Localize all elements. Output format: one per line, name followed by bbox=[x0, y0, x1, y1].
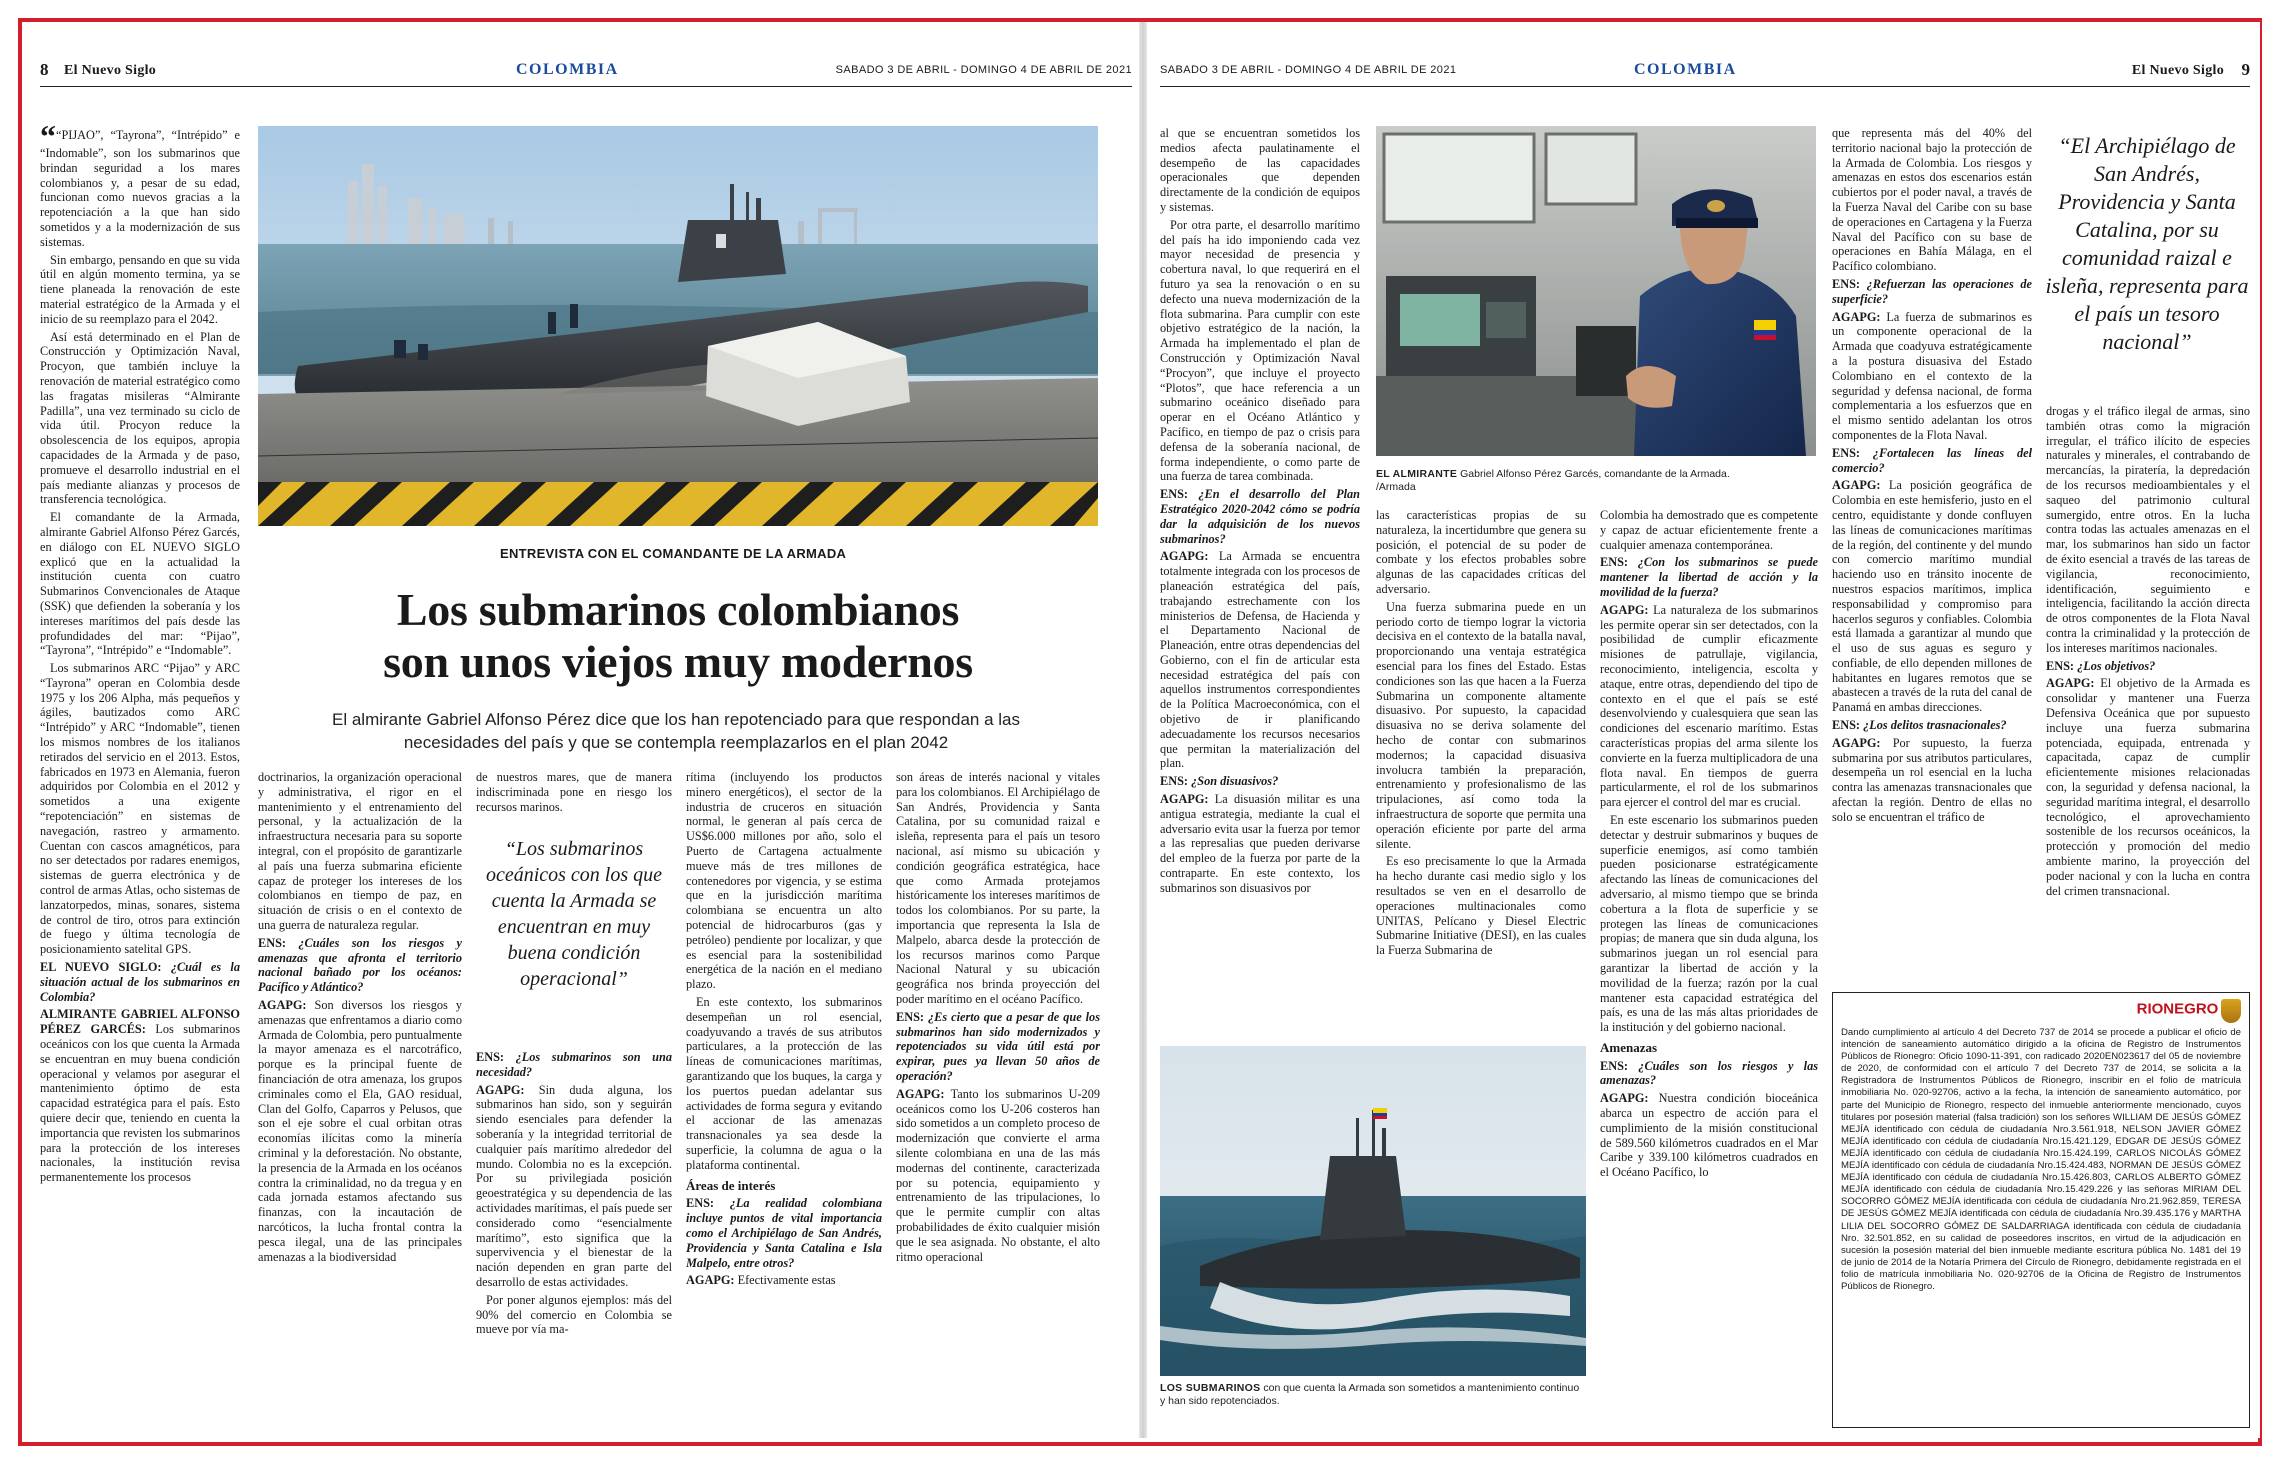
paragraph: El comandante de la Armada, almirante Gabriel Alfonso Pérez Garcés, en diálogo con EL NUEVO SIGLO explicó que en la actualidad la institución cuenta con cuatro Submarinos Convencionales de Ataque (SSK) que defienden la soberanía y los intereses marítimos del país desde las profundidades del mar: “Pijao”, “Tayrona”, “Intrépido” e “Indomable”. bbox=[40, 510, 240, 658]
paragraph: son áreas de interés nacional y vitales para los colombianos. El Archipiélago de San Andrés, Providencia y Santa Catalina, por su comunidad raizal e isleña, representa para el país un tesoro nacional, así mismo su ubicación y condición geográfica estratégica, hace que como Armada protejamos históricamente los intereses marítimos de todos los colombianos. Por su parte, la importancia que representa la Isla de Malpelo, abarca desde la protección de los recursos marinos como Parque Nacional Natural y su ubicación geográfica nos brinda proyección del poder marítimo en el océano Pacífico. bbox=[896, 770, 1100, 1006]
article-headline bbox=[258, 584, 1098, 688]
article-column-3 bbox=[476, 770, 672, 817]
pull-quote: “El Archipiélago de San Andrés, Providencia y Santa Catalina, por su comunidad raizal e isleña, representa para el país un tesoro nacional” bbox=[2045, 133, 2249, 354]
question-label: EL NUEVO SIGLO: bbox=[40, 960, 162, 975]
question-text: ¿Con los submarinos se puede mantener la libertad de acción y la movilidad de la fuerza? bbox=[1600, 555, 1818, 599]
answer-text: Sin duda alguna, los submarinos han sido, son y seguirán siendo esenciales para defender la soberanía y la integridad territorial de cualquier país marítimo alrededor del mundo. Colombia no es la excepción. Por su privilegiada posición geoestratégica y su dependencia de las actividades marítimas, el país puede ser considerado como “esencialmente marítimo”, esto significa que la supervivencia y el bienestar de la nación dependen en gran parte del desarrollo de estas actividades. bbox=[476, 1082, 672, 1289]
interview-question bbox=[1832, 277, 2032, 307]
answer-label: AGAPG: bbox=[1600, 1091, 1649, 1106]
interview-answer bbox=[1600, 603, 1818, 810]
article-kicker: ENTREVISTA CON EL COMANDANTE DE LA ARMADA bbox=[500, 546, 847, 561]
question-text: ¿Los delitos trasnacionales? bbox=[1863, 718, 2007, 733]
page-gutter bbox=[1139, 22, 1147, 1438]
answer-label: AGAPG: bbox=[686, 1273, 735, 1288]
interview-question bbox=[686, 1196, 882, 1270]
logo-text: RIONEGRO bbox=[2136, 1000, 2219, 1018]
question-text: ¿Son disuasivos? bbox=[1191, 774, 1279, 789]
paragraph: En este escenario los submarinos pueden detectar y destruir submarinos y buques de superficie enemigos, así como también pueden posicionarse estratégicamente afectando las líneas de comunicaciones del adversario, al mismo tiempo que se brinda cobertura a la flota de superficie y se protegen las líneas de comunicaciones propias; de manera que sin duda alguna, los submarinos juegan un rol esencial para garantizar la libertad de acción y la movilidad de la fuerza; razón por la cual mantener esta capacidad estratégica del país, es una de las más altas prioridades de la institución y del gobierno nacional. bbox=[1600, 812, 1818, 1035]
pull-quote: “Los submarinos oceánicos con los que cuenta la Armada se encuentran en muy buena condición operacional” bbox=[485, 838, 663, 990]
answer-text: Los submarinos oceánicos con los que cuenta la Armada se encuentran en muy buena condición operacional y velamos por asegurar el mantenimiento óptimo de esta capacidad estratégica para el país. Esto quiere decir que, teniendo en cuenta la importancia que revisten los submarinos para la protección de los intereses nacionales, la institución revisa permanentemente los procesos bbox=[40, 1022, 241, 1185]
article-column-9 bbox=[1832, 126, 2032, 828]
answer-label: AGAPG: bbox=[2046, 676, 2095, 691]
answer-label: ALMIRANTE GABRIEL ALFONSO PÉREZ GARCÉS: bbox=[40, 1007, 240, 1037]
section-name: COLOMBIA bbox=[516, 61, 619, 78]
interview-question bbox=[40, 960, 240, 1004]
article-column-4 bbox=[686, 770, 882, 1291]
municipal-shield-icon bbox=[2221, 999, 2241, 1023]
caption-text: con que cuenta la Armada son sometidos a mantenimiento continuo y han sido repotenciados. bbox=[1160, 1382, 1580, 1407]
question-label: ENS: bbox=[1160, 774, 1189, 789]
article-column-5 bbox=[896, 770, 1100, 1267]
caption-text: Gabriel Alfonso Pérez Garcés, comandante de la Armada. bbox=[1460, 468, 1730, 480]
paragraph: Por poner algunos ejemplos: más del 90% del comercio en Colombia se mueve por vía ma- bbox=[476, 1292, 672, 1337]
headline-line: Los submarinos colombianos bbox=[396, 584, 960, 635]
interview-question bbox=[1600, 555, 1818, 599]
interview-question bbox=[1600, 1059, 1818, 1089]
question-text: ¿En el desarrollo del Plan Estratégico 2020-2042 cómo se podría dar la adquisición de los nuevos submarinos? bbox=[1160, 487, 1360, 546]
answer-text: La posición geográfica de Colombia en este hemisferio, justo en el centro, equidistante y donde confluyen las líneas de comunicaciones marítimas de la región, del continente y del mundo con comercio marítimo mundial haciendo uso en tránsito inocente de nuestros espacios marítimos, implica responsabilidad y compromiso para hacerlos seguros y confiables. Colombia está llamada a garantizar al mundo que el uso de sus aguas es seguro y confiable, de ello dependen millones de habitantes en lugares remotos que se abastecen a través de la ruta del canal de Panamá en ambas direcciones. bbox=[1832, 478, 2032, 715]
paragraph: Así está determinado en el Plan de Construcción y Optimización Naval, Procyon, que también incluye la renovación de material estratégico como las fragatas misileras “Almirante Padilla”, una vez terminado su ciclo de vida útil. Procyon reduce la obsolescencia de los equipos, apropia capacidades de la Armada y de paso, promueve el desarrollo industrial en el país mediante alianzas y procesos de transferencia tecnológica. bbox=[40, 329, 240, 507]
paragraph: “PIJAO”, “Tayrona”, “Intrépido” e “Indomable”, son los submarinos que brindan seguridad a los mares colombianos y, a pesar de su edad, funcionan como nuevos gracias a la repotenciación a la que han sido sometidos y a la modernización de sus sistemas. bbox=[40, 128, 240, 249]
answer-label: AGAPG: bbox=[1832, 478, 1881, 493]
paragraph: rítima (incluyendo los productos minero energéticos), el sector de la industria de cruceros en situación normal, le generan al país cerca de US$6.000 millones por año, solo el Puerto de Cartagena actualmente mueve más de tres millones de contenedores por vigencia, y se estima que en la jurisdicción marítima colombiana se encuentra un alto potencial de hidrocarburos (gas y petróleo) pendiente por localizar, y que es esencial para la sostenibilidad energética de la nación en el mediano plazo. bbox=[686, 770, 882, 992]
issue-date: SABADO 3 DE ABRIL - DOMINGO 4 DE ABRIL DE 2021 bbox=[1160, 64, 1457, 76]
photo-credit: /Armada bbox=[1376, 481, 1416, 493]
admiral-photo-caption bbox=[1376, 468, 1816, 494]
question-text: ¿Cuál es la situación actual de los submarinos en Colombia? bbox=[40, 960, 240, 1004]
page-number: 9 bbox=[2241, 60, 2250, 79]
question-label: ENS: bbox=[1832, 445, 1861, 460]
answer-text: La naturaleza de los submarinos les permite operar sin ser detectados, con la posibilidad de cumplir eficazmente misiones de patrullaje, vigilancia, reconocimiento, inteligencia, escolta y ataque, entre otras, dependiendo del tipo de contexto en el que el país se esté desenvolviendo y cualesquiera que sean las condiciones del escenario marítimo. Estas características propias del arma silente los convierte en la fuerza multiplicadora de una flota naval. En tiempos de guerra particularmente, el rol de los submarinos para ejercer el control del mar es crucial. bbox=[1600, 602, 1818, 810]
question-label: ENS: bbox=[1600, 1058, 1629, 1073]
question-text: ¿Es cierto que a pesar de que los submarinos han sido modernizados y repotenciados su vida útil está por expirar, pues ya llevan 50 años de operación? bbox=[896, 1009, 1100, 1083]
interview-question bbox=[258, 936, 462, 995]
paragraph: Colombia ha demostrado que es competente y capaz de actuar eficientemente frente a cualquier amenaza contemporánea. bbox=[1600, 508, 1818, 552]
answer-label: AGAPG: bbox=[1832, 309, 1881, 324]
interview-question bbox=[1160, 487, 1360, 546]
question-text: ¿Refuerzan las operaciones de superficie? bbox=[1832, 276, 2033, 306]
article-column-8 bbox=[1600, 508, 1818, 1183]
answer-text: Son diversos los riesgos y amenazas que enfrentamos a diario como Armada de Colombia, pero puntualmente la mayor amenaza es el narcotráfico, porque es la principal fuente de financiación de otra amenaza, los grupos criminales como el Ela, GAO residual, Clan del Golfo, Caparros y Pelusos, que son el eje sobre el cual orbitan otras economías ilícitas como la minería criminal y la deforestación. No obstante, la presencia de la Armada en los océanos contra la criminalidad, no da tregua y en cada jornada estamos afectando sus finanzas, con la incautación de narcóticos, la lucha frontal contra la pesca ilegal, una de las principales amenazas a la biodiversidad bbox=[258, 997, 462, 1264]
answer-label: AGAPG: bbox=[476, 1082, 525, 1097]
answer-text: La Armada se encuentra totalmente integrada con los procesos de planeación estratégica del país, trabajando estrechamente con los ministerios de Defensa, de Hacienda y el Departamento Nacional de Planeación, entre otras dependencias del Gobierno, con el fin de articular esta necesidad estratégica del país con aquellos instrumentos correspondientes de la Política Macroeconómica, con el objetivo de ir planificando adecuadamente los recursos necesarios que permitan la materialización del plan. bbox=[1160, 549, 1360, 771]
question-label: ENS: bbox=[896, 1009, 925, 1024]
interview-answer bbox=[1160, 792, 1360, 896]
question-label: ENS: bbox=[686, 1196, 715, 1211]
interview-answer bbox=[258, 998, 462, 1264]
question-label: ENS: bbox=[2046, 658, 2075, 673]
paragraph: Los submarinos ARC “Pijao” y ARC “Tayrona” operan en Colombia desde 1975 y los 206 Alpha, más pequeños y ágiles, bautizados como ARC “Intrépido” y ARC “Indomable”, tienen los mismos nombres de los italianos retirados del servicio en el 2013. Estos, fabricados en 1973 en Alemania, fueron adquiridos por Colombia en el 2012 y sometidos a una exigente “repotenciación” en sistemas de navegación, rastreo y armamento. Cuentan con cascos amagnéticos, para no ser detectados por radares enemigos, sistemas de guerra electrónica y de control de armas Atlas, ocho sistemas de lanzatorpedos, minas, sonares, sistema de control de tiro, otros para extinción de fuego y última tecnología de posicionamiento satelital GPS. bbox=[40, 661, 240, 957]
admiral-photo bbox=[1376, 126, 1816, 456]
legal-notice-box bbox=[1832, 992, 2250, 1428]
interview-answer bbox=[1832, 736, 2032, 825]
question-label: ENS: bbox=[1832, 718, 1861, 733]
question-text: ¿La realidad colombiana incluye puntos de vital importancia como el Archipiélago de San Andrés, Providencia y Santa Catalina e Isla Malpelo, entre otros? bbox=[686, 1196, 882, 1270]
legal-notice-text: Dando cumplimiento al artículo 4 del Decreto 737 de 2014 se procede a publicar el oficio de intención de saneamiento automático dirigido a la oficina de Registro de Instrumentos Públicos de Rionegro: Oficio 1090-11-391, con radicado 2020EN023617 del 05 de noviembre de 2020, de conformidad con el artículo 7 del Decreto 737 de 2014, se solicita a la Registradora de Instrumentos Públicos de Rionegro, inscribir en el folio de matrícula inmobiliaria No. 020-92706, activo a la fecha, la intención de saneamiento automático, por parte del Municipio de Rionegro, respecto del inmueble anteriormente mencionado, cuyos titulares por posesión material (falsa tradición) son los señores WILLIAM DE JESÚS GÓMEZ MEJÍA identificado con cédula de ciudadanía Nro.3.561.918, NELSON JAVIER GÓMEZ MEJÍA identificado con cédula de ciudadanía Nro.15.421.129, EDGAR DE JESÚS GÓMEZ MEJÍA identificado con cédula de ciudadanía Nro.15.424.199, CARLOS NICOLÁS GÓMEZ MEJÍA identificado con cédula de ciudadanía Nro.15.424.483, NORMAN DE JESÚS GÓMEZ MEJÍA identificado con cédula de ciudadanía Nro.15.426.803, CARLOS ALBERTO GÓMEZ MEJÍA identificado con cédula de ciudadanía Nro.15.429.226 y las señoras MIRIAM DEL SOCORRO GÓMEZ MEJÍA identificada con cédula de ciudadanía Nro.21.962.859, TERESA DE JESÚS GÓMEZ MEJÍA identificada con cédula de ciudadanía Nro.39.435.176 y MARTHA LILIA DEL SOCORRO GÓMEZ DE SALDARRIAGA identificada con cédula de ciudadanía Nro. 32.501.852, en su calidad de poseedores inscritos, en virtud de la adjudicación en sucesión la posesión material del bien inmueble mediante escritura pública No. 1481 del 19 de junio de 2014 de la Notaría Primera del Círculo de Rionegro, debidamente registrada en el folio de matrícula inmobiliaria No. 020-92706 de la Oficina de Registro de Instrumentos Públicos de Rionegro. bbox=[1841, 1027, 2241, 1292]
question-text: ¿Los objetivos? bbox=[2077, 658, 2156, 673]
interview-question bbox=[1832, 446, 2032, 476]
question-label: ENS: bbox=[1600, 555, 1629, 570]
paragraph: que representa más del 40% del territorio nacional bajo la protección de la Armada de Colombia. Los riesgos y amenazas en estos dos escenarios están cubiertos por el poder naval, a través de la Fuerza Naval del Caribe con su base de operaciones en Cartagena y la Fuerza Naval del Pacífico con su base de operaciones en Bahía Málaga, en el Pacífico colombiano. bbox=[1832, 126, 2032, 274]
interview-answer bbox=[896, 1087, 1100, 1265]
paragraph: de nuestros mares, que de manera indiscriminada pone en riesgo los recursos marinos. bbox=[476, 770, 672, 814]
paragraph: las características propias de su naturaleza, la incertidumbre que genera su posición, el potencial de su poder de combate y los efectos probables sobre algunas de las capacidades críticas del adversario. bbox=[1376, 508, 1586, 596]
article-column-6 bbox=[1160, 126, 1360, 899]
submarine-sea-image bbox=[1160, 1046, 1586, 1376]
answer-text: El objetivo de la Armada es consolidar y mantener una Fuerza Defensiva Oceánica que por supuesto incluye una fuerza submarina potenciada, equipada, entrenada y capacitada, capaz de cumplir eficientemente misiones relacionadas con, la seguridad y defensa nacional, la seguridad marítima integral, el desarrollo tecnológico, el aprovechamiento sostenible de los recursos oceánicos, la protección y promoción del medio ambiente marino, la proyección del poder nacional y con la lucha en contra del crimen transnacional. bbox=[2046, 676, 2250, 898]
submarine-sea-photo bbox=[1160, 1046, 1586, 1376]
interview-question bbox=[476, 1050, 672, 1080]
paragraph: Por otra parte, el desarrollo marítimo del país ha ido imponiendo cada vez mayor necesidad de presencia y cobertura naval, lo que requerirá en el futuro ya sea la renovación o en su defecto una nueva modernización de la flota submarina. Para cumplir con este objetivo estratégico de la nación, la Armada ha implementado el plan de Construcción y Optimización Naval “Procyon”, que incluye el proyecto “Plotos”, que hace referencia a un submarino oceánico diseñado para operar en el Océano Atlántico y Pacífico, en tiempo de paz o crisis para defensa de la soberanía nacional, de forma independiente, o como parte de una fuerza de tarea combinada. bbox=[1160, 217, 1360, 484]
headline-line: son unos viejos muy modernos bbox=[383, 636, 973, 687]
interview-answer bbox=[1832, 310, 2032, 443]
answer-text: Nuestra condición bioceánica abarca un espectro de acción para el cumplimiento de la misión constitucional de 589.560 kilómetros cuadrados en el Mar Caribe y 339.100 kilómetros cuadrados en el Océano Pacífico, lo bbox=[1600, 1091, 1819, 1180]
caption-label: LOS SUBMARINOS bbox=[1160, 1382, 1261, 1394]
submarine-port-image bbox=[258, 126, 1098, 526]
page-number: 8 bbox=[40, 60, 49, 79]
rionegro-logo bbox=[1841, 999, 2241, 1023]
paragraph: Una fuerza submarina puede en un periodo corto de tiempo lograr la victoria decisiva en el contexto de la batalla naval, proporcionando una ventaja estratégica esencial para los fines del Estado. Estas condiciones son las que hacen a la Fuerza Submarina un componente altamente disuasivo. Por supuesto, la capacidad disuasiva no se deriva solamente del hecho de contar con submarinos modernos; la capacidad disuasiva involucra también la preparación, entrenamiento y profesionalismo de las tripulaciones, así como toda la infraestructura de soporte que permita una operación eficiente por parte del arma silente. bbox=[1376, 599, 1586, 851]
issue-date: SABADO 3 DE ABRIL - DOMINGO 4 DE ABRIL DE 2021 bbox=[835, 64, 1132, 76]
answer-label: AGAPG: bbox=[258, 997, 307, 1012]
interview-question bbox=[896, 1010, 1100, 1084]
question-label: ENS: bbox=[476, 1050, 505, 1064]
section-name: COLOMBIA bbox=[1634, 61, 1737, 78]
interview-answer bbox=[1600, 1091, 1818, 1180]
submarine-port-photo bbox=[258, 126, 1098, 526]
answer-text: Efectivamente estas bbox=[737, 1273, 836, 1288]
opening-quote-mark: “ bbox=[40, 118, 56, 154]
submarine-photo-caption bbox=[1160, 1382, 1586, 1408]
answer-label: AGAPG: bbox=[896, 1086, 945, 1101]
article-column-3-lower bbox=[476, 1050, 672, 1340]
question-label: ENS: bbox=[1160, 487, 1189, 502]
article-column-7 bbox=[1376, 508, 1586, 961]
right-page-header bbox=[1160, 60, 2250, 87]
interview-answer bbox=[40, 1007, 240, 1185]
paragraph: al que se encuentran sometidos los medios afecta paulatinamente el desempeño de las capacidades operacionales que dependen directamente de la condición de equipos y sistemas. bbox=[1160, 126, 1360, 214]
caption-label: EL ALMIRANTE bbox=[1376, 468, 1458, 480]
answer-text: Por supuesto, la fuerza submarina por sus atributos particulares, desempeña un rol esencial en la lucha contra las amenazas transnacionales que afectan la región. Dentro de ellas no solo se encuentran el tráfico de bbox=[1832, 735, 2032, 824]
article-column-1 bbox=[40, 118, 241, 1188]
answer-label: AGAPG: bbox=[1160, 549, 1209, 564]
answer-label: AGAPG: bbox=[1600, 602, 1649, 617]
left-page-header bbox=[40, 60, 1132, 87]
answer-label: AGAPG: bbox=[1832, 735, 1881, 750]
paragraph: Es eso precisamente lo que la Armada ha hecho durante casi medio siglo y los resultados se ven en el desarrollo de operaciones multinacionales como UNITAS, Pelícano y Diesel Electric Submarine Initiative (DESI), en las cuales la Fuerza Submarina de bbox=[1376, 854, 1586, 958]
interview-question bbox=[1832, 718, 2032, 733]
interview-answer bbox=[686, 1273, 882, 1288]
paragraph: drogas y el tráfico ilegal de armas, sino también otras como la migración irregular, el tráfico ilícito de especies naturales y minerales, el contrabando de mercancías, la piratería, la depredación de los recursos medioambientales y el saqueo del patrimonio cultural sumergido, entre otros. En la lucha contra todas las actuales amenazas en el mar, los submarinos han sido un factor de éxito esencial a través de las tareas de vigilancia, reconocimiento, identificación, seguimiento e inteligencia, facilitando la acción directa de otros componentes de la Flota Naval contra la criminalidad y la protección de los intereses marítimos nacionales. bbox=[2046, 404, 2250, 655]
subheading: Áreas de interés bbox=[686, 1177, 776, 1193]
answer-text: La fuerza de submarinos es un componente operacional de la Armada que coadyuva estratégicamente a la postura disuasiva del Estado Colombiano en el contexto de la seguridad y defensa nacional, de forma complementaria a los esfuerzos que en el mismo sentido adelantan los otros componentes de la Flota Naval. bbox=[1832, 309, 2032, 442]
interview-question bbox=[1160, 774, 1360, 789]
masthead: El Nuevo Siglo bbox=[64, 63, 157, 78]
admiral-image bbox=[1376, 126, 1816, 456]
article-column-10 bbox=[2046, 404, 2250, 901]
interview-answer bbox=[1160, 549, 1360, 771]
question-text: ¿Cuáles son los riesgos y las amenazas? bbox=[1600, 1058, 1819, 1088]
question-label: ENS: bbox=[258, 935, 287, 950]
paragraph: doctrinarios, la organización operacional y administrativa, el rigor en el mantenimiento y el entrenamiento del personal, y la actualización de la infraestructura necesaria para su soporte integral, con el propósito de garantizarle al país una fuerza submarina eficiente capaz de proteger los intereses de los colombianos en tiempo de paz, en situación de crisis o en el contexto de una guerra de naturaleza regular. bbox=[258, 770, 462, 932]
answer-label: AGAPG: bbox=[1160, 792, 1209, 807]
answer-text: La disuasión militar es una antigua estrategia, mediante la cual el adversario evita usar la fuerza por temor a las represalias que pueden derivarse del empleo de la fuerza por parte de la contraparte. En este contexto, los submarinos son disuasivos por bbox=[1160, 792, 1360, 895]
answer-text: Tanto los submarinos U-209 oceánicos como los U-206 costeros han sido sometidos a un completo proceso de modernización que convierte el arma silente colombiana en una de las más modernas del continente, caracterizada por su potencia, equipamiento y entrenamiento de las tripulaciones, lo que le permite cumplir con altas probabilidades de éxito cualquier misión que le sea asignada. No obstante, el alto ritmo operacional bbox=[896, 1086, 1100, 1264]
article-column-2 bbox=[258, 770, 462, 1267]
masthead: El Nuevo Siglo bbox=[2131, 63, 2224, 78]
interview-answer bbox=[476, 1083, 672, 1290]
interview-answer bbox=[2046, 676, 2250, 898]
subheading: Amenazas bbox=[1600, 1039, 1658, 1055]
paragraph: Sin embargo, pensando en que su vida útil en algún momento termina, ya se tiene planeada la renovación de este material estratégico de la Armada y el inicio de su reemplazo para el 2042. bbox=[40, 252, 240, 326]
article-deck: El almirante Gabriel Alfonso Pérez dice que los han repotenciado para que respondan a las necesidades del país y que se contempla reemplazarlos en el plan 2042 bbox=[332, 710, 1020, 752]
interview-answer bbox=[1832, 478, 2032, 715]
paragraph: En este contexto, los submarinos desempeñan un rol esencial, coadyuvando a través de sus atributos particulares, a la protección de las líneas de comunicaciones marítimas, garantizando que los buques, la carga y los puertos puedan adelantar sus actividades de forma segura y evitando el accionar de las amenazas transnacionales ya sea desde la superficie, la columna de agua o la plataforma continental. bbox=[686, 994, 882, 1172]
question-text: ¿Los submarinos son una necesidad? bbox=[476, 1050, 672, 1079]
interview-question bbox=[2046, 659, 2250, 674]
question-label: ENS: bbox=[1832, 276, 1861, 291]
question-text: ¿Cuáles son los riesgos y amenazas que afronta el territorio nacional bañado por los océanos: Pacífico y Atlántico? bbox=[258, 935, 462, 995]
question-text: ¿Fortalecen las líneas del comercio? bbox=[1832, 445, 2032, 475]
